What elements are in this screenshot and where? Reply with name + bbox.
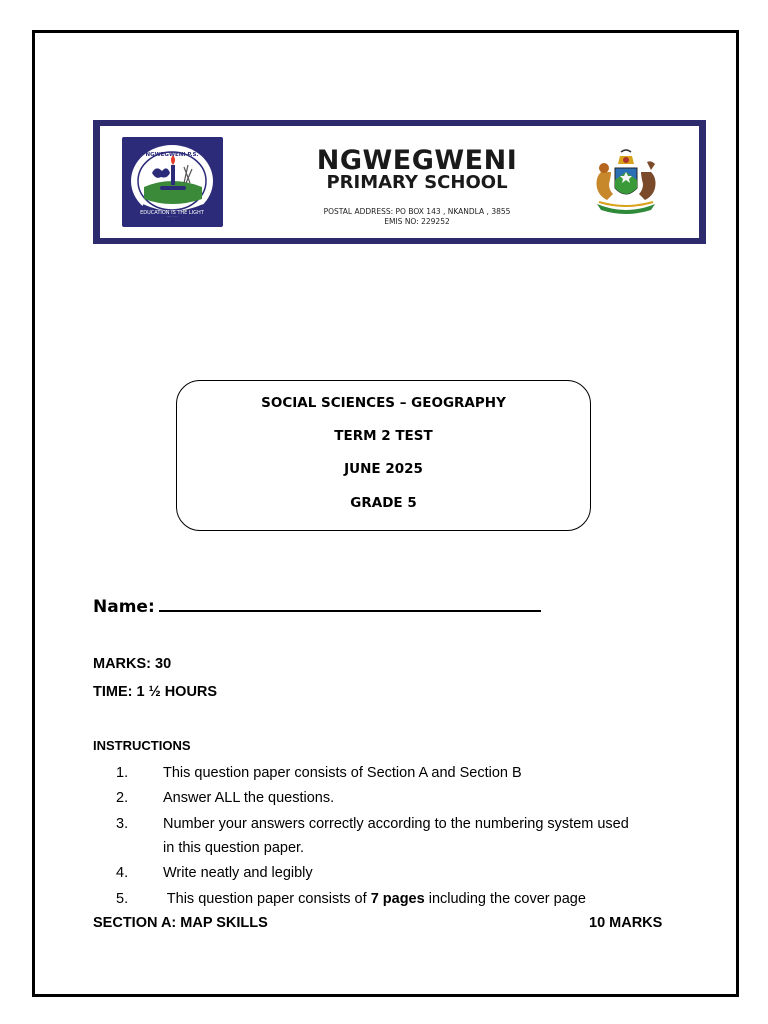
instruction-text: Write neatly and legibly	[163, 865, 313, 881]
date-label: JUNE 2025	[344, 461, 423, 477]
instruction-text-part: including the cover page	[424, 891, 586, 907]
instructions-heading: INSTRUCTIONS	[93, 738, 191, 753]
instruction-number: 1.	[116, 765, 129, 781]
banner-inner	[100, 126, 699, 238]
svg-text:NGWEGWENI P.S.: NGWEGWENI P.S.	[145, 152, 199, 158]
postal-address: POSTAL ADDRESS: PO BOX 143 , NKANDLA , 3855	[323, 207, 511, 216]
school-logo	[122, 137, 223, 227]
instruction-text-part: This question paper consists of	[163, 891, 371, 907]
page-count: 7 pages	[370, 891, 425, 907]
name-underline[interactable]	[159, 596, 541, 612]
school-name: NGWEGWENI	[316, 145, 518, 176]
candle-school-crest-icon	[122, 137, 223, 227]
name-field[interactable]	[93, 596, 541, 617]
marks-label: MARKS: 30	[93, 656, 172, 672]
instruction-text	[163, 891, 586, 907]
instruction-text: Answer ALL the questions.	[163, 790, 335, 806]
instruction-number: 5.	[116, 891, 129, 907]
coat-of-arms-logo	[585, 148, 667, 216]
instruction-text: Number your answers correctly according to the numbering system used	[163, 816, 629, 832]
section-title: SECTION A: MAP SKILLS	[93, 915, 268, 931]
instruction-number: 4.	[116, 865, 129, 881]
section-marks: 10 MARKS	[589, 915, 663, 931]
coat-of-arms-icon	[585, 148, 667, 216]
term-label: TERM 2 TEST	[334, 428, 433, 444]
instruction-text-continued: in this question paper.	[163, 840, 305, 856]
svg-text:EDUCATION IS THE LIGHT: EDUCATION IS THE LIGHT	[140, 210, 204, 216]
name-label: Name:	[93, 597, 155, 617]
instruction-number: 2.	[116, 790, 129, 806]
grade-label: GRADE 5	[350, 495, 417, 511]
instruction-number: 3.	[116, 816, 129, 832]
instruction-text: This question paper consists of Section A and Section B	[163, 765, 522, 781]
school-type: PRIMARY SCHOOL	[326, 172, 508, 193]
emis-number: EMIS NO: 229252	[384, 217, 450, 226]
subject-info-box	[176, 380, 591, 531]
time-label: TIME: 1 ½ HOURS	[93, 684, 218, 700]
school-banner	[93, 120, 706, 244]
subject-title: SOCIAL SCIENCES – GEOGRAPHY	[261, 395, 506, 411]
